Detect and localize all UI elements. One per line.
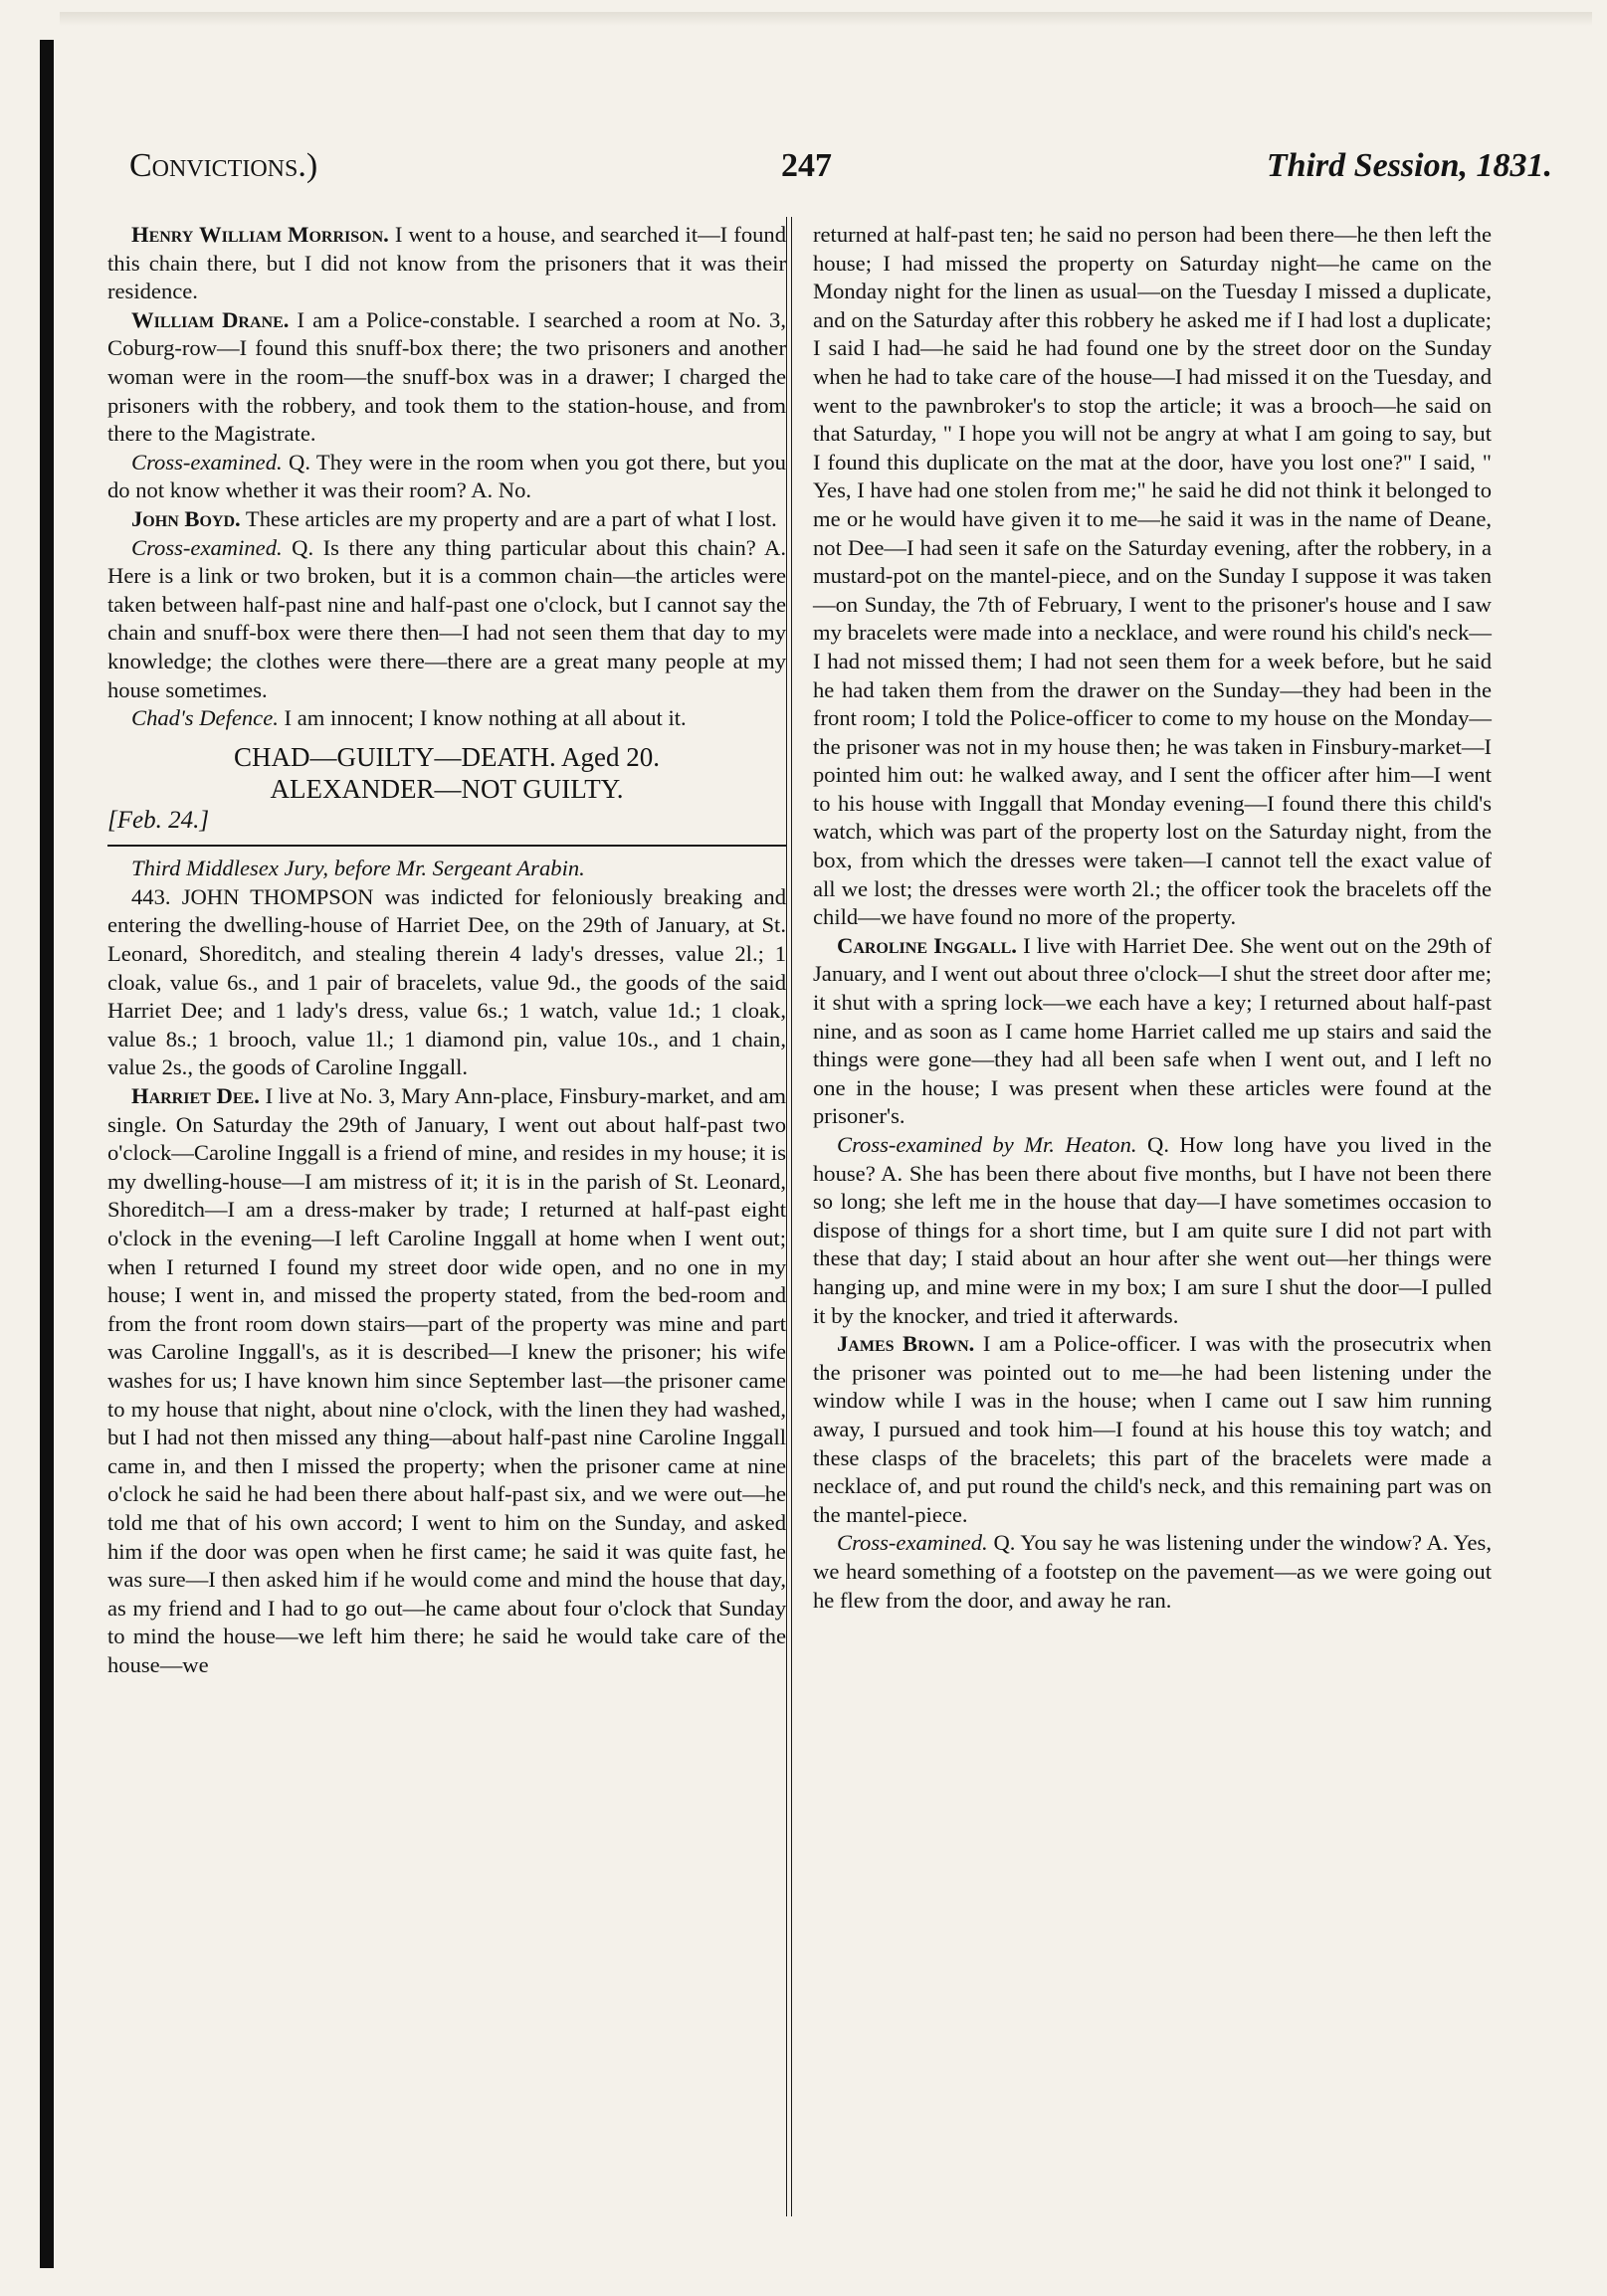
cross-examined-label: Cross-examined.	[131, 449, 283, 475]
testimony-text: These articles are my property and are a part of what I lost.	[245, 505, 777, 531]
right-column	[813, 221, 1492, 1615]
testimony-text: Q. Is there any thing particular about this chain? A. Here is a link or two broken, but it is a common chain—the articles were taken between half-past nine and half-past one o'clock, but I cannot say the chain and snuff-box were there then—I had not seen them that day to my knowledge; the clothes were there—there are a great many people at my house sometimes.	[107, 534, 786, 702]
verdict-line: ALEXANDER—NOT GUILTY.	[270, 773, 624, 804]
cross-examined-label: Cross-examined.	[837, 1530, 988, 1556]
cross-examined-label: Cross-examined by Mr. Heaton.	[837, 1132, 1137, 1157]
book-binding-edge	[40, 40, 54, 2268]
testimony-text: I live at No. 3, Mary Ann-place, Finsbury-market, and am single. On Saturday the 29th of January, I went out about half-past two o'clock—Caroline Inggall is a friend of mine, and resides in my house; it is my dwelling-house—I am mistress of it; it is in the parish of St. Leonard, Shoreditch—I am a dress-maker by trade; I returned at half-past eight o'clock in the evening—I left Caroline Inggall at home when I went out; when I returned I found my street door wide open, and no one in my house; I went in, and missed the property stated, from the bed-room and from the front room down stairs—part of the property was mine and part was Caroline Inggall's, as it is described—I knew the prisoner; his wife washes for us; I have known him since September last—the prisoner came to my house that night, about nine o'clock, with the linen they had washed, but I had not then missed any thing—about half-past nine Caroline Inggall came in, and then I missed the property; when the prisoner came at nine o'clock he said he had been there about half-past six, and we were out—he told me that of his own accord; I went to him on the Sunday, and asked him if the door was open when he first came; he said it was quite fast, he was sure—I then asked him if he would come and mind the house that day, as my friend and I had to go out—he came about four o'clock that Sunday to mind the house—we left him there; he said he would take care of the house—we	[107, 1083, 786, 1677]
testimony-text: Q. They were in the room when you got there, but you do not know whether it was their room? A. No.	[107, 449, 786, 503]
witness-name: William Drane.	[131, 306, 290, 332]
cross-examination-paragraph	[813, 1131, 1492, 1330]
testimony-paragraph	[107, 505, 786, 534]
defence-paragraph	[107, 704, 786, 733]
cross-examined-label: Cross-examined.	[131, 534, 283, 560]
testimony-text: I am a Police-officer. I was with the prosecutrix when the prisoner was pointed out to me—he had been listening under the window while I was in the house; when I came out I saw him running away, I pursued and took him—I found at his house this toy watch; and these clasps of the bracelets; this part of the bracelets were made a necklace of, and put round the child's neck, and this remaining part was on the mantel-piece.	[813, 1331, 1492, 1527]
header-section-title: Convictions.)	[129, 147, 318, 184]
case-date: [Feb. 24.]	[107, 806, 210, 834]
testimony-text: Q. How long have you lived in the house? A. She has been there about five months, but I have not been there so long; she left me in the house that day—I have sometimes occasion to dispose of things for a short time, but I am quite sure I did not part with these that day; I staid about an hour after she went out—her things were hanging up, and mine were in my box; I am sure I shut the door—I pulled it by the knocker, and tried it afterwards.	[813, 1132, 1493, 1328]
testimony-paragraph	[107, 306, 786, 449]
left-column	[107, 221, 786, 1680]
page-number: 247	[781, 147, 832, 184]
testimony-text: I live with Harriet Dee. She went out on the 29th of January, and I went out about three o'clock—I shut the street door after me; it shut with a spring lock—we each have a key; I returned about half-past nine, and as soon as I came home Harriet called me up stairs and said the things were gone—they had all been safe when I went out, and I left no one in the house; I was present when these articles were found at the prisoner's.	[813, 932, 1492, 1129]
cross-examination-paragraph	[107, 534, 786, 705]
page-edge	[60, 12, 1592, 26]
witness-name: Henry William Morrison.	[131, 222, 389, 247]
defence-label: Chad's Defence.	[131, 705, 279, 731]
indictment-paragraph: 443. JOHN THOMPSON was indicted for feloniously breaking and entering the dwelling-house of Harriet Dee, on the 29th of January, at St. Leonard, Shoreditch, and stealing therein 4 lady's dresses, value 2l.; 1 cloak, value 6s., and 1 pair of bracelets, value 9d., the goods of the said Harriet Dee; and 1 lady's dress, value 6s.; 1 watch, value 1d.; 1 cloak, value 8s.; 1 brooch, value 1l.; 1 diamond pin, value 10s., and 1 chain, value 2s., the goods of Caroline Inggall.	[107, 883, 786, 1080]
testimony-text: I went to a house, and searched it—I found this chain there, but I did not know from the prisoners that it was their residence.	[107, 222, 787, 304]
header-session: Third Session, 1831.	[1266, 147, 1552, 184]
witness-name: James Brown.	[837, 1331, 975, 1357]
running-header	[129, 147, 1552, 195]
testimony-text: Q. You say he was listening under the window? A. Yes, we heard something of a footstep on the pavement—as we were going out he flew from the door, and away he ran.	[813, 1530, 1492, 1613]
jury-heading: Third Middlesex Jury, before Mr. Sergeant Arabin.	[131, 856, 585, 881]
testimony-continuation: returned at half-past ten; he said no person had been there—he then left the house; I had missed the property on Saturday night—he came on the Monday night for the linen as usual—on the Tuesday I missed a duplicate, and on the Saturday after this robbery he asked me if I had lost a duplicate; I said I had—he said he had found one by the street door on the Sunday when he had to take care of the house—I had missed it on the Tuesday, and went to the pawnbroker's to stop the article; it was a brooch—he said on that Saturday, " I hope you will not be angry at what I am going to say, but I found this duplicate on the mat at the door, have you lost one?" I said, " Yes, I have had one stolen from me;" he said he did not think it belonged to me or he would have given it to me—he said it was in the name of Deane, not Dee—I had seen it safe on the Saturday evening, after the robbery, in a mustard-pot on the mantel-piece, and on the Sunday I suppose it was taken—on Sunday, the 7th of February, I went to the prisoner's house and I saw my bracelets were made into a necklace, and were round his child's neck—I had not missed them; I had not seen them for a week before, but he said he had taken them from the drawer on the Sunday—they had been in the front room; I told the Police-officer to come to my house on the Monday—the prisoner was not in my house then; he was taken in Finsbury-market—I pointed him out: he walked away, and I sent the officer after him—I went to his house with Inggall that Monday evening—I found there this child's watch, which was part of the property lost on the Saturday night, from the box, from which the dresses were taken—I cannot tell the exact value of all we lost; the dresses were worth 2l.; the officer took the bracelets off the child—we have found no more of the property.	[813, 222, 1492, 930]
testimony-paragraph	[813, 932, 1492, 1131]
section-divider	[107, 845, 786, 847]
witness-name: John Boyd.	[131, 505, 241, 531]
witness-name: Caroline Inggall.	[837, 932, 1017, 958]
cross-examination-paragraph	[107, 449, 786, 505]
column-divider	[786, 217, 792, 2216]
testimony-paragraph	[107, 1082, 786, 1679]
cross-examination-paragraph	[813, 1529, 1492, 1615]
witness-name: Harriet Dee.	[131, 1083, 260, 1109]
testimony-text: I am innocent; I know nothing at all about it.	[284, 705, 687, 731]
testimony-paragraph	[813, 1330, 1492, 1529]
verdict-line: CHAD—GUILTY—DEATH. Aged 20.	[234, 741, 660, 772]
testimony-text: I am a Police-constable. I searched a room at No. 3, Coburg-row—I found this snuff-box there; the two prisoners and another woman were in the room—the snuff-box was in a drawer; I charged the prisoners with the robbery, and took them to the station-house, and from there to the Magistrate.	[107, 306, 786, 447]
testimony-paragraph	[107, 221, 786, 306]
